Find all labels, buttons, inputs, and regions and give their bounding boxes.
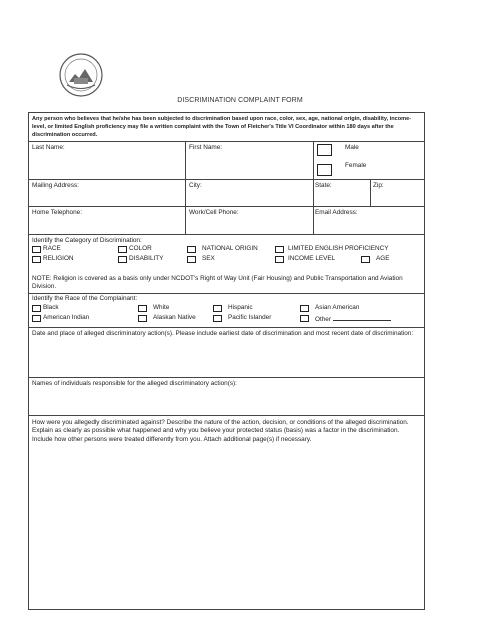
sex-checkbox[interactable] [187, 256, 196, 263]
home-telephone-label: Home Telephone: [32, 209, 82, 216]
names-question: Names of individuals responsible for the alleged discriminatory action(s): [32, 380, 237, 387]
color-checkbox[interactable] [118, 246, 127, 253]
female-label: Female [345, 162, 367, 169]
asian-american-checkbox[interactable] [300, 305, 309, 312]
other-line[interactable] [333, 314, 391, 321]
category-option: LIMITED ENGLISH PROFICIENCY [288, 245, 389, 252]
zip-label: Zip: [373, 182, 384, 189]
disability-checkbox[interactable] [118, 256, 127, 263]
category-option: SEX [202, 255, 215, 262]
other-checkbox[interactable] [300, 315, 309, 322]
state-label: State: [315, 182, 332, 189]
category-option: NATIONAL ORIGIN [202, 245, 258, 252]
age-checkbox[interactable] [361, 256, 370, 263]
male-label: Male [345, 144, 359, 151]
city-label: City: [189, 182, 202, 189]
email-label: Email Address: [315, 209, 358, 216]
last-name-label: Last Name: [32, 144, 65, 151]
american-indian-checkbox[interactable] [32, 315, 41, 322]
race-option: White [153, 304, 170, 311]
how-question: How were you allegedly discriminated against? Describe the nature of the action, decision, or conditions of the alleged discrimination. Explain as clearly as possible what happened and why you believe your protected status (basis) was a factor in the discrimination. Include how other persons were treated differently from you. Attach additional page(s) if necessary. [32, 419, 409, 443]
income-level-checkbox[interactable] [275, 256, 284, 263]
complaint-form [28, 112, 425, 610]
first-name-label: First Name: [189, 144, 223, 151]
category-option: RACE [43, 245, 61, 252]
category-option: DISABILITY [129, 255, 164, 262]
other-wrap [315, 314, 391, 324]
religion-note: NOTE: Religion is covered as a basis only under NCDOT's Right of Way Unit (Fair Housing) and Public Transportation and Aviation Division. [32, 275, 403, 291]
dates-question: Date and place of alleged discriminatory action(s). Please include earliest date of discrimination and most recent date of discrimination: [32, 330, 414, 337]
work-cell-phone-label: Work/Cell Phone: [189, 209, 239, 216]
form-title: DISCRIMINATION COMPLAINT FORM [177, 97, 303, 104]
category-option: COLOR [129, 245, 152, 252]
male-checkbox[interactable] [317, 144, 332, 156]
race-checkbox[interactable] [32, 246, 41, 253]
category-option: INCOME LEVEL [288, 255, 336, 262]
intro-text: Any person who believes that he/she has been subjected to discrimination based upon race, color, sex, age, national origin, disability, income-level, or limited English proficiency may file a written complaint with the Town of Fletcher's Title VI Coordinator within 180 days after the discrimination occurred. [32, 116, 412, 138]
town-seal-icon [58, 52, 104, 98]
race-option: Alaskan Native [153, 314, 196, 321]
black-checkbox[interactable] [32, 305, 41, 312]
lep-checkbox[interactable] [275, 246, 284, 253]
white-checkbox[interactable] [138, 305, 147, 312]
race-heading: Identify the Race of the Complainant: [32, 295, 138, 302]
category-option: AGE [376, 255, 390, 262]
race-option: American Indian [43, 314, 90, 321]
alaskan-native-checkbox[interactable] [138, 315, 147, 322]
national-origin-checkbox[interactable] [187, 246, 196, 253]
religion-checkbox[interactable] [32, 256, 41, 263]
mailing-address-label: Mailing Address: [32, 182, 79, 189]
category-heading: Identify the Category of Discrimination: [32, 237, 142, 244]
race-option: Other [315, 316, 331, 323]
race-option: Black [43, 304, 59, 311]
race-option: Hispanic [228, 304, 253, 311]
category-option: RELIGION [43, 255, 74, 262]
race-option: Asian American [315, 304, 360, 311]
race-option: Pacific Islander [228, 314, 272, 321]
pacific-islander-checkbox[interactable] [213, 315, 222, 322]
female-checkbox[interactable] [317, 164, 332, 176]
hispanic-checkbox[interactable] [213, 305, 222, 312]
